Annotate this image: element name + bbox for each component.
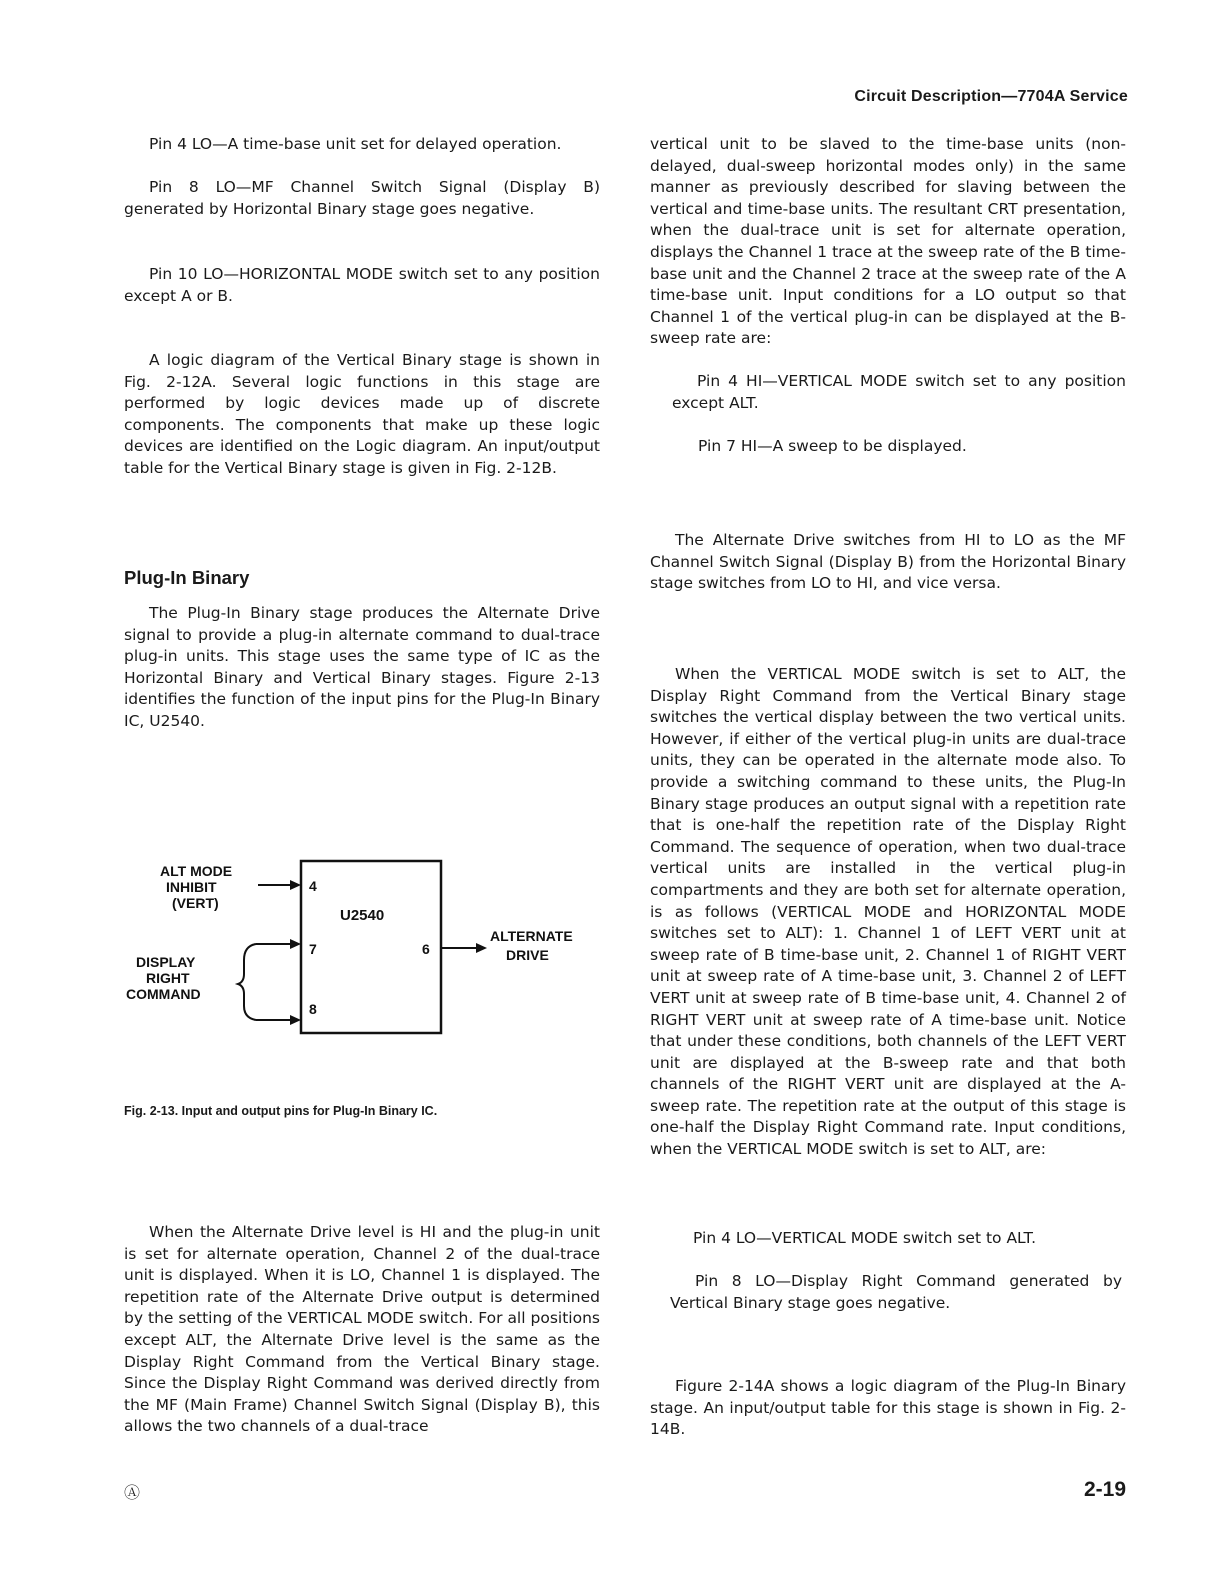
figure-caption: Fig. 2-13. Input and output pins for Plug-In Binary IC. (124, 1104, 438, 1118)
registered-symbol: Ⓐ (124, 1483, 141, 1502)
right-vertical-mode-block (650, 664, 1126, 1161)
pin8-lo-condition: Pin 8 LO—Display Right Command generated by Vertical Binary stage goes negative. (670, 1272, 1122, 1312)
left-pin4-text (124, 134, 600, 156)
input2-label-line3: COMMAND (126, 986, 201, 1002)
plugin-binary-paragraph: The Plug-In Binary stage produces the Alternate Drive signal to provide a plug-in alternate command to dual-trace plug-in units. This stage uses the same type of IC as the Horizontal Binary and Vertical Binary stages. Figure 2-13 identifies the function of the input pins for the Plug-In Binary IC, U2540. (124, 604, 600, 730)
output-label-line2: DRIVE (506, 947, 549, 963)
right-pin4-hi-block (672, 371, 1126, 414)
input1-arrowhead (290, 880, 301, 890)
pin8-condition: Pin 8 LO—MF Channel Switch Signal (Display B) generated by Horizontal Binary stage goes negative. (124, 178, 600, 218)
running-header: Circuit Description—7704A Service (854, 88, 1128, 105)
pin10-condition: Pin 10 LO—HORIZONTAL MODE switch set to any position except A or B. (124, 265, 600, 305)
pin8-label: 8 (309, 1001, 317, 1017)
right-pin7-hi-block (650, 436, 1126, 458)
input2-brace (238, 944, 256, 1020)
right-pin4-lo-block (650, 1228, 1126, 1250)
ic-box (301, 861, 441, 1033)
left-plugin-paragraph (124, 603, 600, 733)
output-label-line1: ALTERNATE (490, 928, 573, 944)
alternate-drive-switch-paragraph: The Alternate Drive switches from HI to LO as the MF Channel Switch Signal (Display B) from the Horizontal Binary stage switches from LO to HI, and vice versa. (650, 531, 1126, 593)
vertical-mode-alt-paragraph: When the VERTICAL MODE switch is set to ALT, the Display Right Command from the Vertical Binary stage switches the vertical display between the two vertical units. However, if either of the vertical plug-in units are dual-trace units, they can be operated in the alternate mode also. To provide a switching command to these units, the Plug-In Binary stage produces an output signal with a repetition rate that is one-half the repetition rate of the Display Right Command. The sequence of operation, when two dual-trace vertical units are installed in the vertical plug-in compartments and they are both set for alternate operation, is as follows (VERTICAL MODE and HORIZONTAL MODE switches set to ALT): 1. Channel 1 of LEFT VERT unit at sweep rate of B time-base unit, 2. Channel 1 of RIGHT VERT unit at sweep rate of A time-base unit, 3. Channel 2 of LEFT VERT unit at sweep rate of B time-base unit, 4. Channel 2 of RIGHT VERT unit at sweep rate of A time-base unit. Notice that under these conditions, both channels of the LEFT VERT unit are displayed at the B-sweep rate and that both channels of the RIGHT VERT unit are displayed at the A-sweep rate. The repetition rate at the output of this stage is one-half the Display Right Command rate. Input conditions, when the VERTICAL MODE switch is set to ALT, are: (650, 665, 1126, 1159)
right-fig214-block (650, 1376, 1126, 1441)
input1-label-line1: ALT MODE (160, 863, 233, 879)
section-title-plugin-binary: Plug-In Binary (124, 567, 250, 588)
input1-label-line3: (VERT) (172, 895, 219, 911)
input1-label-line2: INHIBIT (166, 879, 217, 895)
pin4-lo-condition: Pin 4 LO—VERTICAL MODE switch set to ALT. (693, 1229, 1037, 1247)
right-alt-drive-switch-block (650, 530, 1126, 595)
u2540-pin-diagram (120, 850, 620, 1050)
left-alt-drive-paragraph (124, 1222, 600, 1438)
figure-2-14-paragraph: Figure 2-14A shows a logic diagram of the Plug-In Binary stage. An input/output table for this stage is shown in Fig. 2-14B. (650, 1377, 1126, 1439)
pin8-arrowhead (290, 1015, 301, 1025)
input2-label-line1: DISPLAY (136, 954, 196, 970)
pin7-hi-condition: Pin 7 HI—A sweep to be displayed. (698, 437, 967, 455)
pin4-condition: Pin 4 LO—A time-base unit set for delayed operation. (149, 135, 562, 153)
page-number: 2-19 (1083, 1478, 1126, 1501)
pin7-label: 7 (309, 941, 317, 957)
right-pin8-lo-block (670, 1271, 1122, 1314)
pin7-arrowhead (290, 939, 301, 949)
figure-2-13 (120, 850, 620, 1050)
right-continuation-paragraph (650, 134, 1126, 350)
left-pin10-block (124, 264, 600, 307)
ic-label: U2540 (340, 907, 385, 924)
pin6-label: 6 (422, 941, 430, 957)
left-pin8-block (124, 177, 600, 220)
pin4-hi-condition: Pin 4 HI—VERTICAL MODE switch set to any position except ALT. (672, 372, 1126, 412)
left-logic-paragraph (124, 350, 600, 480)
slaving-paragraph: vertical unit to be slaved to the time-base units (non-delayed, dual-sweep horizontal modes only) in the same manner as previously described for slaving between the vertical and time-base units. The resultant CRT presentation, when the dual-trace unit is set for alternate operation, displays the Channel 1 trace at the sweep rate of the B time-base unit and the Channel 2 trace at the sweep rate of the A time-base unit. Input conditions for a LO output so that Channel 1 of the vertical plug-in can be displayed at the B-sweep rate are: (650, 135, 1126, 348)
output-arrowhead (476, 943, 487, 953)
input2-label-line2: RIGHT (146, 970, 190, 986)
logic-diagram-paragraph: A logic diagram of the Vertical Binary stage is shown in Fig. 2-12A. Several logic functions in this stage are performed by logic devices made up of discrete components. The components that make up these logic devices are identified on the Logic diagram. An input/output table for the Vertical Binary stage is given in Fig. 2-12B. (124, 351, 600, 477)
pin4-label: 4 (309, 878, 317, 894)
alternate-drive-paragraph: When the Alternate Drive level is HI and the plug-in unit is set for alternate operation, Channel 2 of the dual-trace unit is displayed. When it is LO, Channel 1 is displayed. The repetition rate of the Alternate Drive output is determined by the setting of the VERTICAL MODE switch. For all positions except ALT, the Alternate Drive level is the same as the Display Right Command from the Vertical Binary stage. Since the Display Right Command was derived directly from the MF (Main Frame) Channel Switch Signal (Display B), this allows the two channels of a dual-trace (124, 1223, 600, 1436)
